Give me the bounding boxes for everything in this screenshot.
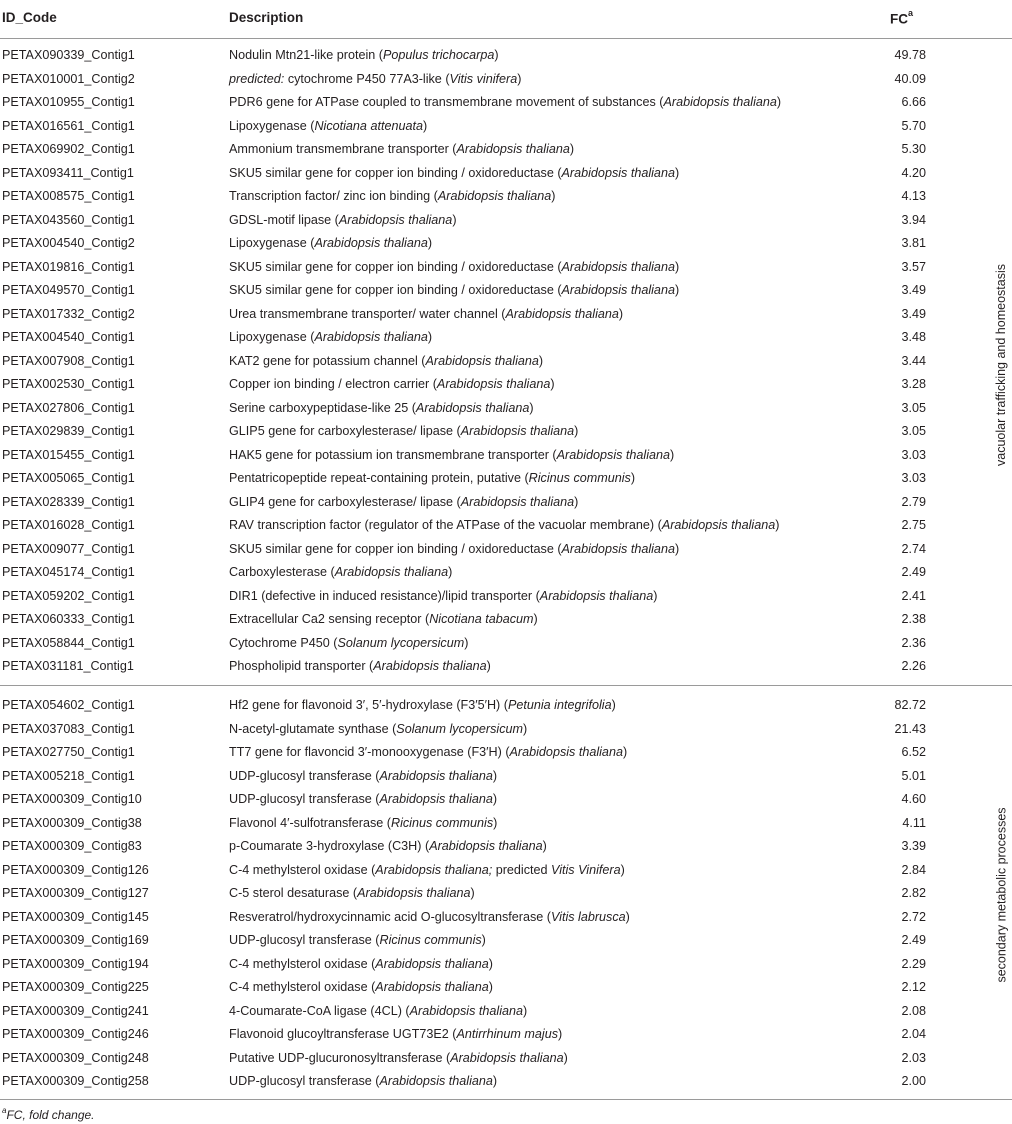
description-text: Putative UDP-glucuronosyltransferase [229,1050,443,1065]
fc-cell: 2.49 [901,933,926,947]
species-name: Arabidopsis thaliana [561,259,675,274]
species-name: Arabidopsis thaliana; [375,862,493,877]
id-code-cell: PETAX029839_Contig1 [2,424,135,438]
fc-cell: 3.81 [901,236,926,250]
table-row [0,138,980,162]
description-text: SKU5 similar gene for copper ion binding / oxidoreductase [229,283,554,297]
id-code-cell: PETAX000309_Contig38 [2,815,142,830]
description-text: GLIP5 gene for carboxylesterase/ lipase [229,424,454,438]
id-code-cell: PETAX090339_Contig1 [2,48,135,62]
description-cell: GLIP5 gene for carboxylesterase/ lipase (Arabidopsis thaliana) [229,424,579,438]
id-code-cell: PETAX093411_Contig1 [2,165,134,180]
table-row [0,882,980,906]
description-text: HAK5 gene for potassium ion transmembrane transporter [229,447,549,462]
description-text: UDP-glucosyl transferase [229,933,372,947]
description-cell: Extracellular Ca2 sensing receptor (Nicotiana tabacum) [229,612,538,626]
fc-cell: 3.48 [901,330,926,344]
description-cell: predicted: cytochrome P450 77A3-like (Vitis vinifera) [229,71,522,86]
description-text: Serine carboxypeptidase-like 25 [229,400,409,415]
table-row [0,326,980,350]
description-cell: Pentatricopeptide repeat-containing protein, putative (Ricinus communis) [229,471,636,485]
table-row [0,1023,980,1047]
species-name: Arabidopsis thaliana [450,1050,564,1065]
description-cell: UDP-glucosyl transferase (Arabidopsis thaliana) [229,1074,498,1088]
fc-cell: 3.03 [901,447,926,462]
table-row [0,68,980,92]
table-row [0,655,980,679]
id-code-cell: PETAX058844_Contig1 [2,635,135,650]
table-row [0,1070,980,1094]
fc-cell: 2.72 [901,909,926,924]
description-text: PDR6 gene for ATPase coupled to transmembrane movement of substances [229,95,656,109]
fc-cell: 3.44 [901,353,926,368]
species-name: Arabidopsis thaliana [409,1003,524,1018]
table-header [0,0,1012,39]
description-cell: Lipoxygenase (Nicotiana attenuata) [229,118,428,133]
fc-cell: 3.03 [901,471,926,485]
id-code-cell: PETAX000309_Contig126 [2,862,149,877]
species-name: Arabidopsis thaliana [379,1074,493,1088]
fc-cell: 4.20 [901,165,926,180]
id-code-cell: PETAX000309_Contig258 [2,1074,149,1088]
id-code-cell: PETAX002530_Contig1 [2,377,135,391]
fc-cell: 2.74 [901,541,926,556]
species-name: Arabidopsis thaliana [460,494,575,509]
header-id-code: ID_Code [2,10,57,25]
header-description: Description [229,10,304,25]
description-cell: Ammonium transmembrane transporter (Arabidopsis thaliana) [229,142,575,156]
table-row [0,185,980,209]
species-name: Arabidopsis thaliana [456,142,570,156]
fc-cell: 3.28 [901,377,926,391]
species-name: Ricinus communis [390,815,494,830]
id-code-cell: PETAX005065_Contig1 [2,471,135,485]
description-text: RAV transcription factor (regulator of the ATPase of the vacuolar membrane) [229,518,655,532]
fc-cell: 2.79 [901,494,926,509]
table-row [0,632,980,656]
description-text: C-4 methylsterol oxidase [229,980,368,994]
species-name: Arabidopsis thaliana [425,353,539,368]
table-row [0,491,980,515]
table-row [0,115,980,139]
table-row [0,397,980,421]
fc-cell: 2.38 [901,612,926,626]
id-code-cell: PETAX019816_Contig1 [2,259,135,274]
species-name: Arabidopsis thaliana [314,236,428,250]
fc-cell: 2.36 [901,635,926,650]
description-cell: Serine carboxypeptidase-like 25 (Arabidopsis thaliana) [229,400,534,415]
description-text: SKU5 similar gene for copper ion binding / oxidoreductase [229,259,554,274]
id-code-cell: PETAX000309_Contig83 [2,839,142,853]
fc-cell: 5.01 [901,768,926,783]
id-code-cell: PETAX000309_Contig127 [2,886,149,900]
id-code-cell: PETAX004540_Contig1 [2,330,135,344]
description-text: GDSL-motif lipase [229,212,332,227]
description-text: Pentatricopeptide repeat-containing protein, putative [229,471,521,485]
species-name: Solanum lycopersicum [396,721,523,736]
species-name: Nicotiana attenuata [314,118,423,133]
id-code-cell: PETAX015455_Contig1 [2,447,135,462]
fc-cell: 5.30 [901,142,926,156]
description-cell: C-5 sterol desaturase (Arabidopsis thaliana) [229,886,475,900]
species-name: Arabidopsis thaliana [415,400,530,415]
table-row [0,906,980,930]
table-row [0,859,980,883]
id-code-cell: PETAX000309_Contig145 [2,909,149,924]
description-cell: RAV transcription factor (regulator of the ATPase of the vacuolar membrane) (Arabidopsis thaliana) [229,518,780,532]
description-cell: GDSL-motif lipase (Arabidopsis thaliana) [229,212,457,227]
description-text: Hf2 gene for flavonoid 3′, 5′-hydroxylase (F3′5′H) [229,698,501,712]
description-cell: UDP-glucosyl transferase (Arabidopsis thaliana) [229,768,498,783]
id-code-cell: PETAX049570_Contig1 [2,283,135,297]
species-name: Arabidopsis thaliana [375,980,489,994]
table-row [0,561,980,585]
description-text: Flavonol 4′-sulfotransferase [229,815,384,830]
id-code-cell: PETAX000309_Contig10 [2,792,142,806]
species-name: Arabidopsis thaliana [661,518,776,532]
species-name-2: Vitis Vinifera [551,862,621,877]
table-row [0,91,980,115]
species-name: Arabidopsis thaliana [379,768,493,783]
id-code-cell: PETAX027750_Contig1 [2,745,135,759]
table-row [0,279,980,303]
species-name: Arabidopsis thaliana [338,212,453,227]
description-cell: Lipoxygenase (Arabidopsis thaliana) [229,330,433,344]
table-row [0,350,980,374]
table-row [0,741,980,765]
description-cell: Phospholipid transporter (Arabidopsis thaliana) [229,659,491,673]
species-name: Arabidopsis thaliana [429,839,543,853]
description-text: Ammonium transmembrane transporter [229,142,449,156]
description-cell: Putative UDP-glucuronosyltransferase (Arabidopsis thaliana) [229,1050,568,1065]
species-name: Ricinus communis [528,471,631,485]
table-row [0,953,980,977]
description-cell: Resveratrol/hydroxycinnamic acid O-glucosyltransferase (Vitis labrusca) [229,909,630,924]
table-row [0,976,980,1000]
fc-cell: 49.78 [894,48,926,62]
description-cell: Carboxylesterase (Arabidopsis thaliana) [229,565,453,579]
species-name: Antirrhinum majus [456,1027,558,1041]
table-row [0,373,980,397]
table-row [0,162,980,186]
id-code-cell: PETAX059202_Contig1 [2,588,135,603]
id-code-cell: PETAX043560_Contig1 [2,212,135,227]
species-name: Vitis labrusca [550,909,626,924]
description-text: SKU5 similar gene for copper ion binding / oxidoreductase [229,541,554,556]
fc-cell: 6.52 [901,745,926,759]
fc-cell: 2.03 [901,1050,926,1065]
table-row [0,256,980,280]
group-divider [0,685,1012,686]
species-name: Arabidopsis thaliana [379,792,493,806]
species-note: predicted [495,862,548,877]
table-row [0,44,980,68]
species-name: Petunia integrifolia [507,698,612,712]
fc-cell: 3.94 [901,212,926,227]
description-text: Urea transmembrane transporter/ water channel [229,306,498,321]
description-text: Lipoxygenase [229,330,307,344]
species-name: Arabidopsis thaliana [436,377,551,391]
description-text: UDP-glucosyl transferase [229,1074,372,1088]
fc-cell: 2.84 [901,862,926,877]
description-cell: TT7 gene for flavoncid 3′-monooxygenase (F3′H) (Arabidopsis thaliana) [229,745,628,759]
table-row [0,303,980,327]
table-row [0,209,980,233]
id-code-cell: PETAX017332_Contig2 [2,306,135,321]
description-text: Lipoxygenase [229,118,307,133]
description-cell: N-acetyl-glutamate synthase (Solanum lycopersicum) [229,721,528,736]
id-code-cell: PETAX009077_Contig1 [2,541,135,556]
description-text: Carboxylesterase [229,565,327,579]
species-name: Ricinus communis [379,933,482,947]
table-row [0,232,980,256]
species-name: Arabidopsis thaliana [509,745,623,759]
fc-cell: 3.39 [901,839,926,853]
description-text: UDP-glucosyl transferase [229,792,372,806]
fc-cell: 5.70 [901,118,926,133]
description-text: N-acetyl-glutamate synthase [229,721,389,736]
description-cell: Cytochrome P450 (Solanum lycopersicum) [229,635,469,650]
description-text: Flavonoid glucoyltransferase UGT73E2 [229,1027,449,1041]
id-code-cell: PETAX005218_Contig1 [2,768,135,783]
table-row [0,608,980,632]
species-name: Arabidopsis thaliana [314,330,428,344]
description-cell: PDR6 gene for ATPase coupled to transmembrane movement of substances (Arabidopsis thaliana) [229,95,782,109]
description-cell: GLIP4 gene for carboxylesterase/ lipase (Arabidopsis thaliana) [229,494,579,509]
table-row [0,514,980,538]
description-cell: C-4 methylsterol oxidase (Arabidopsis thaliana; predicted Vitis Vinifera) [229,862,625,877]
table-row [0,585,980,609]
description-cell: C-4 methylsterol oxidase (Arabidopsis thaliana) [229,980,493,994]
description-text: p-Coumarate 3-hydroxylase (C3H) [229,839,422,853]
table-row [0,694,980,718]
species-name: Arabidopsis thaliana [561,541,675,556]
description-cell: SKU5 similar gene for copper ion binding / oxidoreductase (Arabidopsis thaliana) [229,541,680,556]
fc-cell: 21.43 [894,721,926,736]
fc-cell: 2.41 [901,588,926,603]
fc-cell: 2.82 [901,886,926,900]
species-name: Arabidopsis thaliana [357,886,471,900]
id-code-cell: PETAX069902_Contig1 [2,142,135,156]
table-row [0,812,980,836]
id-code-cell: PETAX000309_Contig225 [2,980,149,994]
id-code-cell: PETAX000309_Contig241 [2,1003,149,1018]
fc-cell: 2.75 [901,518,926,532]
id-code-cell: PETAX016028_Contig1 [2,518,135,532]
id-code-cell: PETAX010001_Contig2 [2,71,135,86]
description-text: Copper ion binding / electron carrier [229,377,430,391]
description-text: GLIP4 gene for carboxylesterase/ lipase [229,494,454,509]
footnote: $^a$FC, fold change. [2,1106,95,1122]
table-row [0,444,980,468]
description-text: Extracellular Ca2 sensing receptor [229,612,422,626]
fc-cell: 3.05 [901,400,926,415]
table-row [0,765,980,789]
species-name: Arabidopsis thaliana [460,424,575,438]
table-row [0,538,980,562]
table-row [0,1047,980,1071]
description-prefix: predicted: [229,71,285,86]
fc-cell: 4.60 [901,792,926,806]
table-bottom-rule [0,1099,1012,1100]
species-name: Arabidopsis thaliana [556,447,671,462]
description-cell: p-Coumarate 3-hydroxylase (C3H) (Arabidopsis thaliana) [229,839,547,853]
description-cell: SKU5 similar gene for copper ion binding / oxidoreductase (Arabidopsis thaliana) [229,259,680,274]
fc-cell: 40.09 [894,71,926,86]
description-cell: Copper ion binding / electron carrier (Arabidopsis thaliana) [229,377,555,391]
description-text: C-4 methylsterol oxidase [229,862,368,877]
species-name: Arabidopsis thaliana [663,95,777,109]
table-row [0,420,980,444]
description-text: Nodulin Mtn21-like protein [229,48,376,62]
description-text: cytochrome P450 77A3-like [287,71,442,86]
description-text: Transcription factor/ zinc ion binding [229,189,431,203]
description-text: C-5 sterol desaturase [229,886,350,900]
species-name: Arabidopsis thaliana [375,956,489,971]
description-cell: C-4 methylsterol oxidase (Arabidopsis thaliana) [229,956,493,971]
fc-cell: 2.49 [901,565,926,579]
description-text: DIR1 (defective in induced resistance)/lipid transporter [229,588,533,603]
group-label-vacuolar: vacuolar trafficking and homeostasis [993,264,1008,466]
id-code-cell: PETAX000309_Contig169 [2,933,149,947]
id-code-cell: PETAX054602_Contig1 [2,698,135,712]
fc-cell: 4.13 [901,189,926,203]
species-name: Arabidopsis thaliana [334,565,449,579]
id-code-cell: PETAX037083_Contig1 [2,721,135,736]
description-cell: Urea transmembrane transporter/ water channel (Arabidopsis thaliana) [229,306,624,321]
description-cell: UDP-glucosyl transferase (Arabidopsis thaliana) [229,792,498,806]
species-name: Arabidopsis thaliana [505,306,619,321]
id-code-cell: PETAX028339_Contig1 [2,494,135,509]
description-text: C-4 methylsterol oxidase [229,956,368,971]
fc-cell: 3.57 [901,259,926,274]
fc-cell: 2.26 [901,659,926,673]
description-text: Phospholipid transporter [229,659,366,673]
description-text: KAT2 gene for potassium channel [229,353,418,368]
description-cell: Hf2 gene for flavonoid 3′, 5′-hydroxylase (F3′5′H) (Petunia integrifolia) [229,698,616,712]
description-text: Resveratrol/hydroxycinnamic acid O-glucosyltransferase [229,909,544,924]
id-code-cell: PETAX000309_Contig194 [2,956,149,971]
fc-cell: 82.72 [894,698,926,712]
description-cell: Flavonol 4′-sulfotransferase (Ricinus communis) [229,815,498,830]
species-name: Solanum lycopersicum [337,635,465,650]
species-name: Nicotiana tabacum [429,612,534,626]
id-code-cell: PETAX027806_Contig1 [2,400,135,415]
description-text: 4-Coumarate-CoA ligase (4CL) [229,1003,402,1018]
description-cell: DIR1 (defective in induced resistance)/lipid transporter (Arabidopsis thaliana) [229,588,658,603]
description-cell: SKU5 similar gene for copper ion binding / oxidoreductase (Arabidopsis thaliana) [229,165,680,180]
fc-cell: 4.11 [902,815,926,830]
id-code-cell: PETAX007908_Contig1 [2,353,135,368]
fc-cell: 6.66 [901,95,926,109]
description-cell: Flavonoid glucoyltransferase UGT73E2 (Antirrhinum majus) [229,1027,563,1041]
fc-cell: 3.05 [901,424,926,438]
table-row [0,835,980,859]
table-row [0,718,980,742]
id-code-cell: PETAX016561_Contig1 [2,118,135,133]
description-cell: Nodulin Mtn21-like protein (Populus trichocarpa) [229,48,499,62]
description-cell: UDP-glucosyl transferase (Ricinus communis) [229,933,486,947]
id-code-cell: PETAX045174_Contig1 [2,565,135,579]
table-row [0,929,980,953]
description-text: Lipoxygenase [229,236,307,250]
fc-cell: 3.49 [901,306,926,321]
species-name: Populus trichocarpa [383,48,495,62]
description-cell: SKU5 similar gene for copper ion binding / oxidoreductase (Arabidopsis thaliana) [229,283,680,297]
header-fc: $FC^a$ [890,8,914,27]
fc-cell: 2.04 [901,1027,926,1041]
table-row [0,467,980,491]
species-name: Vitis vinifera [449,71,518,86]
species-name: Arabidopsis thaliana [561,165,675,180]
table-row [0,1000,980,1024]
fc-cell: 2.08 [901,1003,926,1018]
description-text: TT7 gene for flavoncid 3′-monooxygenase (F3′H) [229,745,502,759]
species-name: Arabidopsis thaliana [437,189,552,203]
id-code-cell: PETAX000309_Contig248 [2,1050,149,1065]
fc-cell: 2.29 [901,956,926,971]
description-cell: Lipoxygenase (Arabidopsis thaliana) [229,236,433,250]
id-code-cell: PETAX060333_Contig1 [2,612,135,626]
group-label-secondary: secondary metabolic processes [994,807,1009,983]
description-text: SKU5 similar gene for copper ion binding / oxidoreductase [229,165,554,180]
description-cell: Transcription factor/ zinc ion binding (Arabidopsis thaliana) [229,189,556,203]
description-text: Cytochrome P450 [229,635,330,650]
description-text: UDP-glucosyl transferase [229,768,372,783]
fc-cell: 3.49 [901,283,926,297]
description-cell: 4-Coumarate-CoA ligase (4CL) (Arabidopsis thaliana) [229,1003,528,1018]
table-row [0,788,980,812]
id-code-cell: PETAX004540_Contig2 [2,236,135,250]
fc-cell: 2.12 [901,980,926,994]
species-name: Arabidopsis thaliana [561,283,675,297]
id-code-cell: PETAX010955_Contig1 [2,95,135,109]
id-code-cell: PETAX031181_Contig1 [2,659,134,673]
id-code-cell: PETAX008575_Contig1 [2,189,135,203]
description-cell: KAT2 gene for potassium channel (Arabidopsis thaliana) [229,353,544,368]
fc-cell: 2.00 [901,1074,926,1088]
species-name: Arabidopsis thaliana [373,659,487,673]
species-name: Arabidopsis thaliana [539,588,654,603]
description-cell: HAK5 gene for potassium ion transmembrane transporter (Arabidopsis thaliana) [229,447,675,462]
id-code-cell: PETAX000309_Contig246 [2,1027,149,1041]
